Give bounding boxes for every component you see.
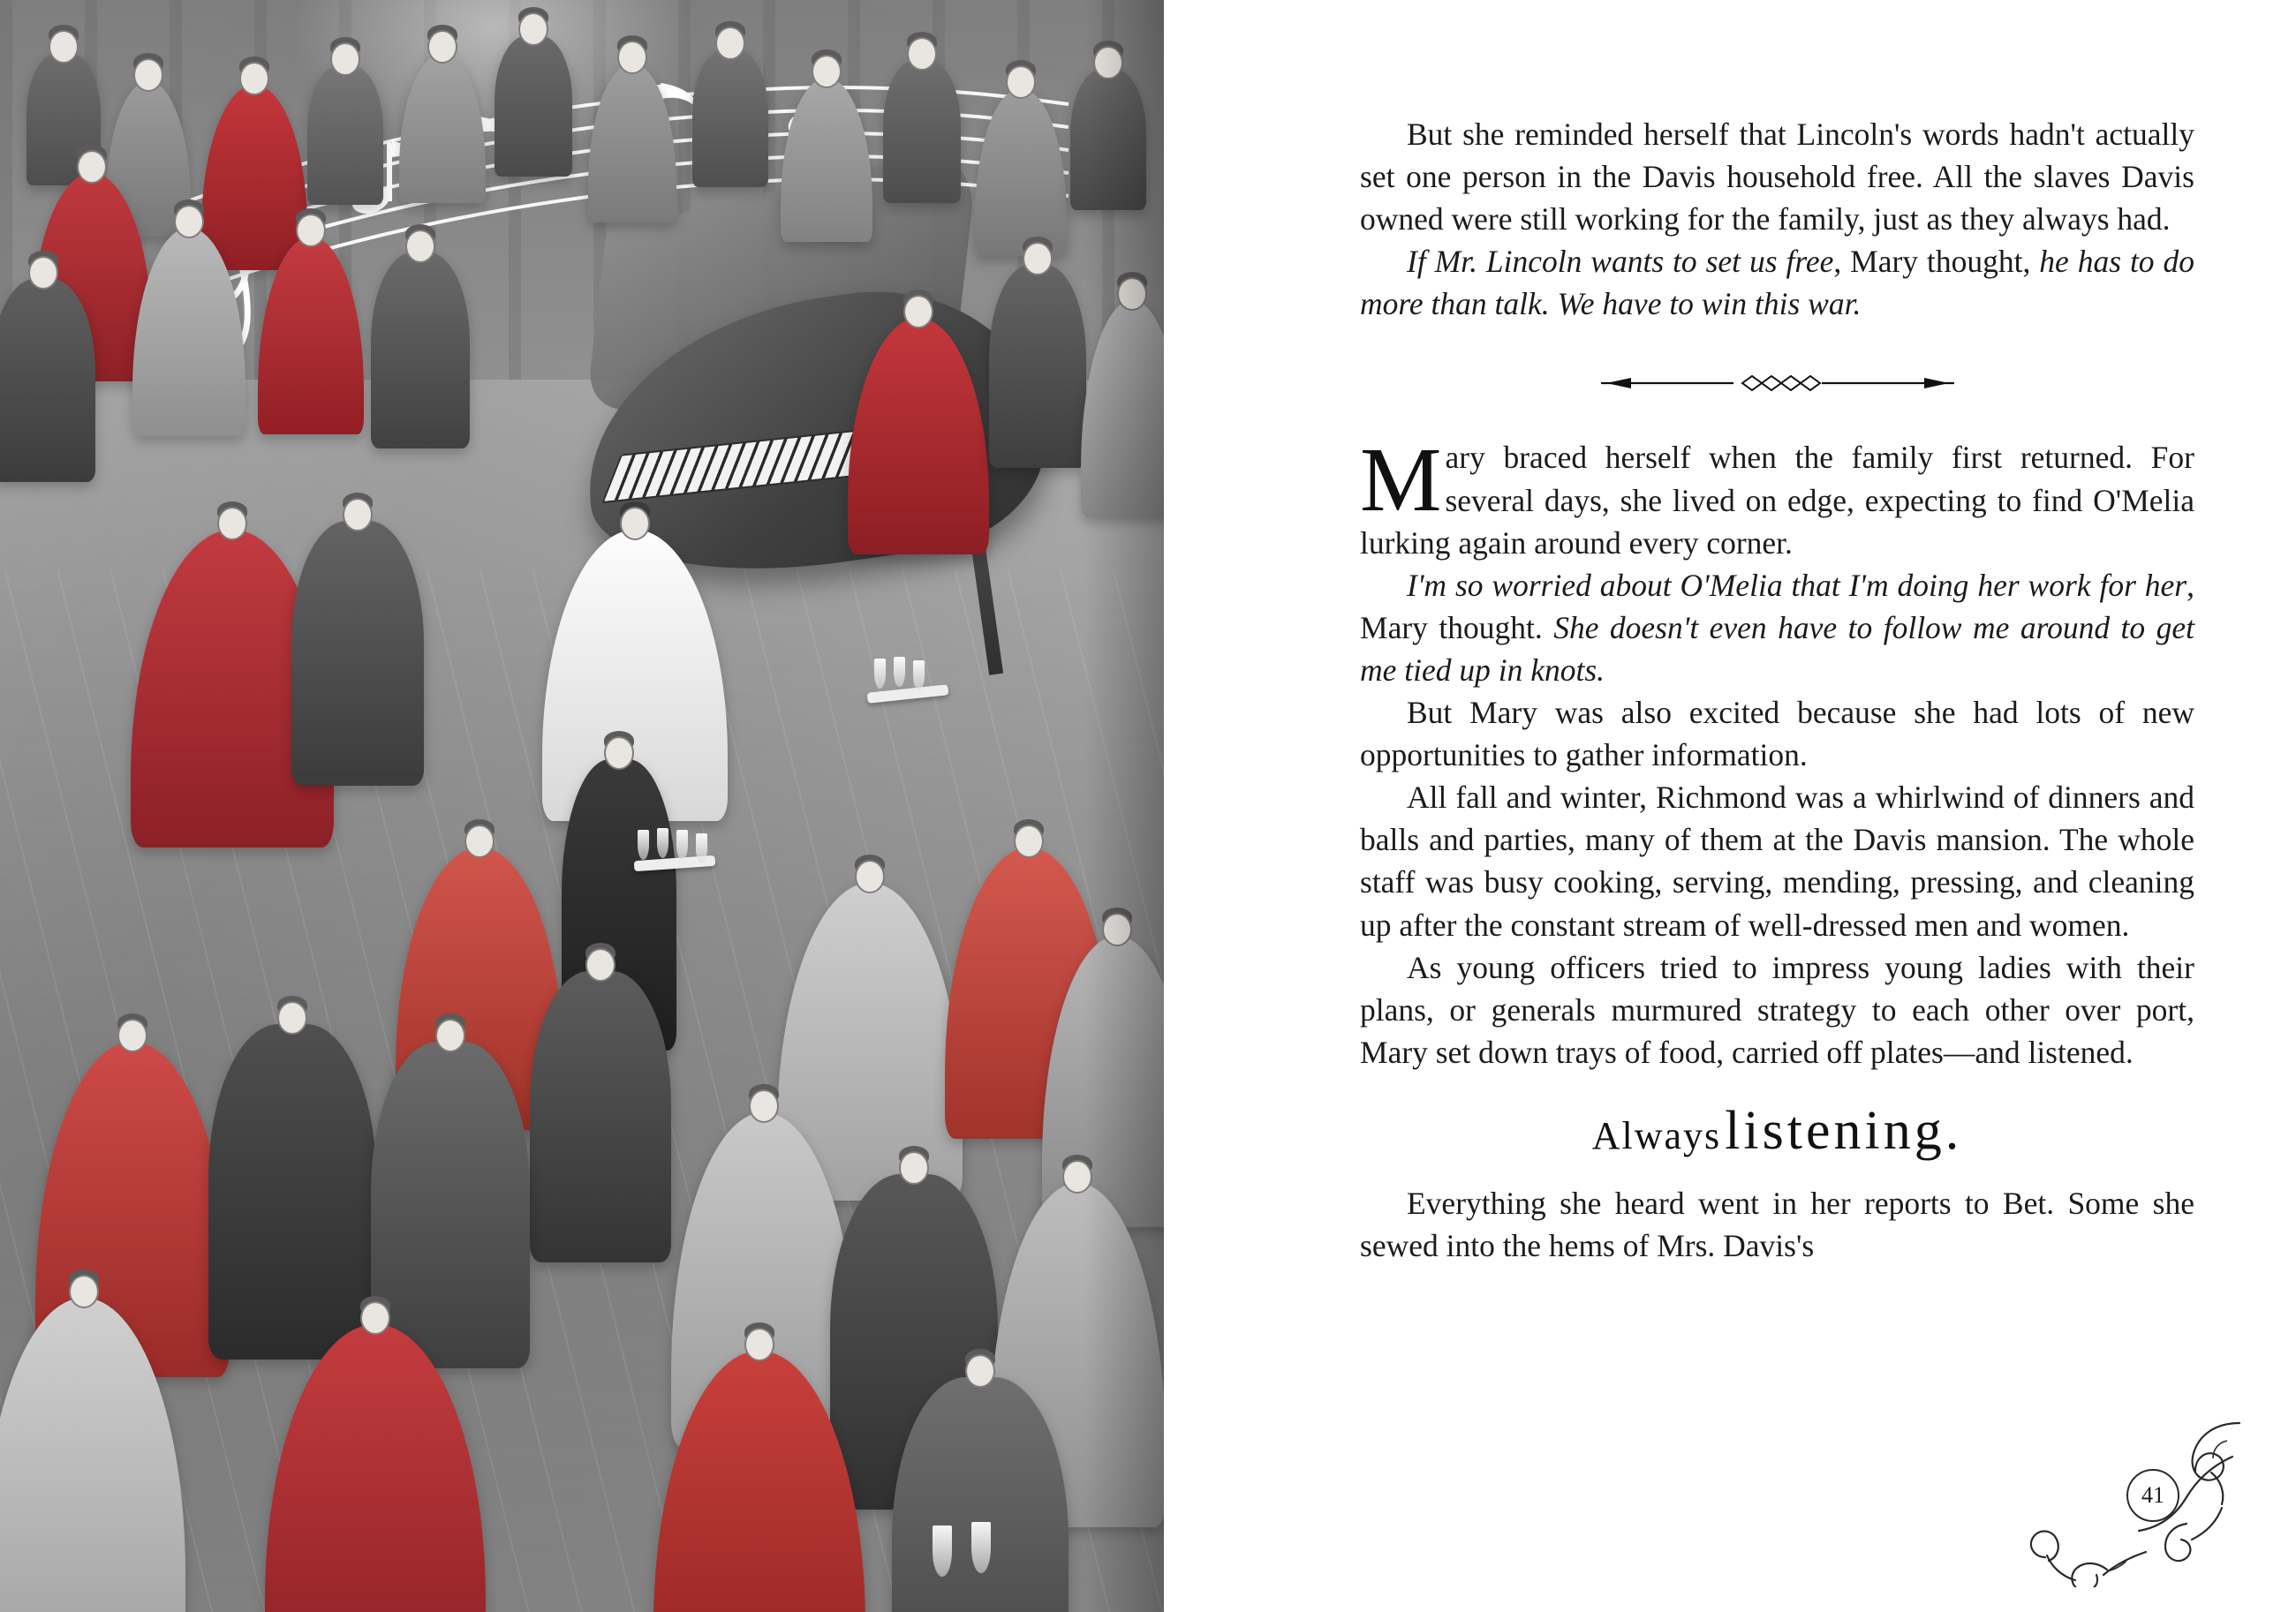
wine-glass [638,830,649,860]
thought-roman: , Mary thought, [1833,244,2040,280]
wine-glass [676,830,688,860]
crowd-figure [0,279,95,482]
paragraph-italic-thought-2 [1360,564,2194,691]
page-number: 41 [2126,1469,2179,1522]
pull-quote-big: listening. [1725,1100,1963,1161]
pull-quote [1360,1100,2194,1163]
thought-italic-2: he has to do more than talk. We have to win this war. [1360,244,2194,322]
gutter-shadow [1084,0,1164,1612]
wine-glass [913,660,925,690]
thought-italic-3: I'm so worried about O'Melia that I'm doing her work for her [1407,567,2187,603]
paragraph-dropcap [1360,429,2194,563]
crowd-figure [588,64,676,222]
paragraph-dropcap-text: ary braced herself when the family first returned. For several days, she lived on edge, expecting to find O'Melia lurking again around every corner. [1360,440,2194,561]
paragraph: As young officers tried to impress young ladies with their plans, or generals murmured strategy to each other over port, Mary set down trays of food, carried off plates—and listened. [1360,949,2194,1070]
crowd-figure-red [848,318,989,554]
crowd-figure [692,49,768,187]
crowd-figure [399,53,486,203]
page-folio [2022,1420,2243,1587]
paragraph: All fall and winter, Richmond was a whirlwind of dinners and balls and parties, many of them at the Davis mansion. The whole staff was busy cooking, serving, mending, pressing, and cleaning up after the constant stream of well-dressed men and women. [1360,780,2194,943]
paragraph: Everything she heard went in her reports to Bet. Some she sewed into the hems of Mrs. Davis's [1360,1185,2194,1263]
crowd-figure [975,88,1067,256]
crowd-figure [883,60,961,203]
crowd-figure [291,521,424,786]
diamond-rule-icon [1601,372,1954,395]
crowd-figure [530,971,671,1262]
text-page [1164,0,2296,1612]
drop-cap: M [1360,429,1442,531]
crowd-figure [781,78,872,242]
crowd-figure [495,35,572,177]
section-break-ornament [1360,365,2194,401]
thought-italic-4: She doesn't even have to follow me around to get me tied up in knots. [1360,609,2194,688]
text-column [1360,113,2194,1267]
thought-italic: If Mr. Lincoln wants to set us free [1407,244,1834,280]
paragraph: But she reminded herself that Lincoln's words hadn't actually set one person in the Davis household free. All the slaves Davis owned were still working for the family, just as they always had. [1360,117,2194,237]
wine-glass [874,659,886,689]
wine-glass [696,833,707,863]
paragraph: But Mary was also excited because she had lots of new opportunities to gather information. [1360,695,2194,773]
wine-glass [894,657,905,687]
crowd-figure [371,252,470,448]
wine-glass [971,1522,991,1573]
crowd-figure [208,1024,376,1360]
thought-roman-2: , Mary thought. [1360,567,2194,645]
crowd-figure [989,265,1086,468]
wine-glass [933,1525,952,1577]
pull-quote-small: Always [1591,1113,1722,1157]
wine-glass [657,828,668,858]
crowd-figure [371,1042,530,1368]
crowd-figure [307,65,383,205]
paragraph-italic-thought [1360,240,2194,325]
